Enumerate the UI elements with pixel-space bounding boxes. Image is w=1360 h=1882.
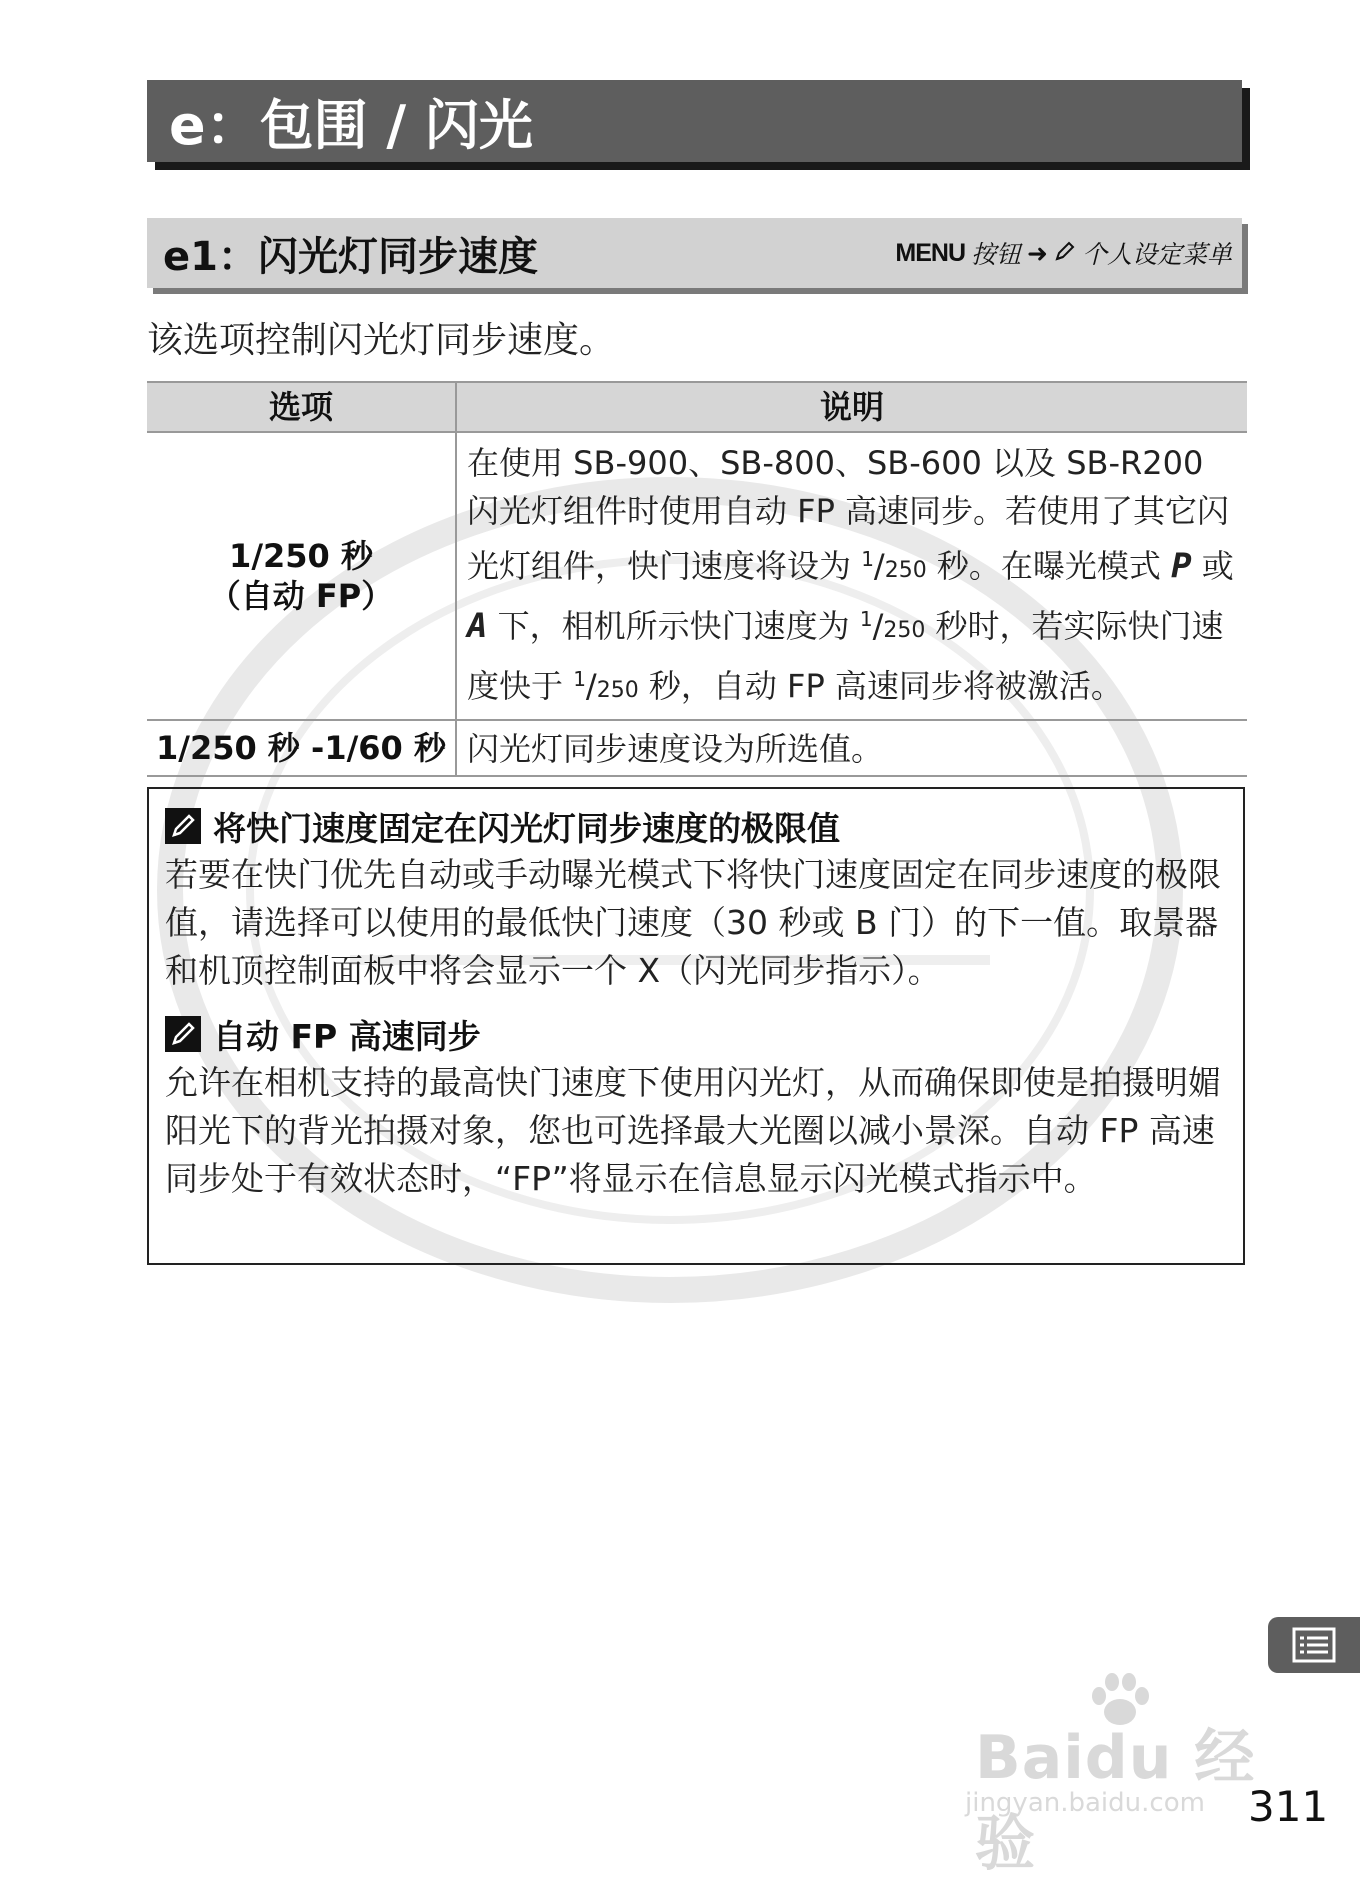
table-row bbox=[147, 720, 1247, 776]
fraction: $^1$/250 bbox=[573, 667, 639, 705]
desc-text: 或 bbox=[1191, 547, 1234, 585]
options-table bbox=[147, 381, 1247, 777]
option-line-1: 1/250 秒 bbox=[229, 537, 373, 575]
baidu-watermark bbox=[965, 1670, 1285, 1879]
note-body: 允许在相机支持的最高快门速度下使用闪光灯，从而确保即使是拍摄明媚阳光下的背光拍摄对象，您也可选择最大光圈以减小景深。自动 FP 高速同步处于有效状态时，“FP”将显示在信息显示闪光模式指示中。 bbox=[165, 1063, 1221, 1198]
notes-box bbox=[147, 787, 1245, 1265]
fraction: $^1$/250 bbox=[861, 547, 927, 585]
fraction-denominator: 250 bbox=[884, 558, 927, 583]
pencil-note-icon bbox=[165, 808, 201, 844]
mode-p-glyph: P bbox=[1171, 546, 1192, 586]
option-line-2: （自动 FP） bbox=[208, 577, 394, 615]
fraction-denominator: 250 bbox=[596, 678, 639, 703]
fraction-numerator: 1 bbox=[573, 667, 586, 691]
column-header-option: 选项 bbox=[147, 382, 456, 432]
note-section bbox=[165, 801, 1229, 995]
desc-text: 秒，自动 FP 高速同步将被激活。 bbox=[638, 667, 1123, 705]
fraction: $^1$/250 bbox=[859, 607, 926, 645]
note-title: 自动 FP 高速同步 bbox=[213, 1016, 481, 1056]
desc-text: 下，相机所示快门速度为 bbox=[487, 607, 860, 645]
desc-text: 在使用 SB-900、SB-800、SB-600 以及 SB-R200 闪光灯组件时使用自动 FP 高速同步。若使用了其它闪光灯组件，快门速度将设为 bbox=[467, 444, 1230, 585]
menu-name: 个人设定菜单 bbox=[1081, 240, 1232, 269]
pencil-note-icon bbox=[165, 1016, 201, 1052]
table-header-row bbox=[147, 382, 1247, 432]
arrow-right-icon: ➜ bbox=[1027, 238, 1048, 268]
baidu-url: jingyan.baidu.com bbox=[965, 1788, 1205, 1818]
table-row bbox=[147, 432, 1247, 720]
description-cell bbox=[456, 432, 1247, 720]
page-number: 311 bbox=[1248, 1782, 1329, 1831]
fraction-numerator: 1 bbox=[859, 607, 873, 631]
section-header bbox=[147, 80, 1242, 162]
note-body: 若要在快门优先自动或手动曝光模式下将快门速度固定在同步速度的极限值，请选择可以使用的最低快门速度（30 秒或 B 门）的下一值。取景器和机顶控制面板中将会显示一个 X（闪光同步指示）。 bbox=[165, 855, 1221, 990]
note-title-row bbox=[165, 1009, 1229, 1059]
option-cell bbox=[147, 432, 456, 720]
desc-text: 秒。在曝光模式 bbox=[926, 547, 1172, 585]
note-section bbox=[165, 1009, 1229, 1203]
description-cell: 闪光灯同步速度设为所选值。 bbox=[456, 720, 1247, 776]
menu-list-icon bbox=[1268, 1617, 1360, 1673]
pencil-icon bbox=[1054, 239, 1076, 268]
desc-text: 秒时，若实际快门速度快于 bbox=[467, 607, 1224, 705]
fraction-numerator: 1 bbox=[861, 547, 874, 571]
subsection-title: e1：闪光灯同步速度 bbox=[163, 233, 538, 280]
fraction-denominator: 250 bbox=[883, 618, 926, 643]
menu-word: MENU bbox=[895, 238, 966, 267]
intro-text: 该选项控制闪光灯同步速度。 bbox=[147, 320, 616, 361]
menu-button-label: 按钮 bbox=[971, 240, 1022, 269]
baidu-brand: Baidu 经验 bbox=[975, 1723, 1256, 1879]
section-title: e：包围 / 闪光 bbox=[169, 93, 533, 157]
note-title: 将快门速度固定在闪光灯同步速度的极限值 bbox=[213, 808, 840, 848]
column-header-description: 说明 bbox=[456, 382, 1247, 432]
note-title-row bbox=[165, 801, 1229, 851]
mode-a-glyph: A bbox=[467, 606, 488, 646]
option-cell: 1/250 秒 -1/60 秒 bbox=[147, 720, 456, 776]
menu-path bbox=[895, 235, 1232, 271]
subsection-header bbox=[147, 218, 1242, 288]
